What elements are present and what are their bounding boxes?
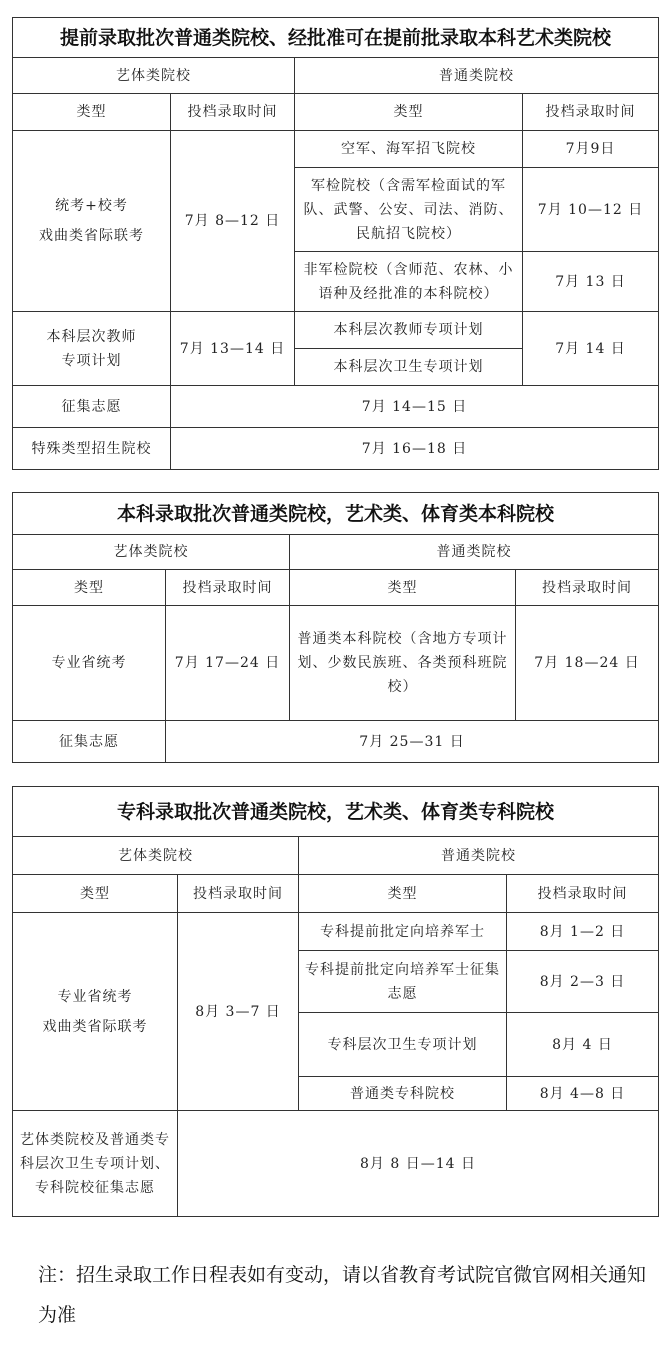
- general-type-cell: 专科层次卫生专项计划: [299, 1013, 507, 1077]
- undergrad-batch-table: [12, 492, 659, 763]
- general-time-header: 投档录取时间: [523, 94, 659, 131]
- junior-college-batch-table: [12, 786, 659, 1217]
- solicit-label: 征集志愿: [13, 721, 166, 763]
- arts-type-line: 专业省统考: [57, 988, 133, 1005]
- general-header: 普通类院校: [290, 535, 659, 570]
- arts-time-header: 投档录取时间: [166, 570, 290, 606]
- arts-type-line: 统考+校考: [55, 198, 128, 214]
- special-time: 7月 16—18 日: [171, 428, 659, 470]
- junior-college-batch-title: 专科录取批次普通类院校，艺术类、体育类专科院校: [13, 787, 659, 837]
- arts-type-cell: 专业省统考: [13, 606, 166, 721]
- general-type-header: 类型: [295, 94, 523, 131]
- general-header: 普通类院校: [299, 837, 659, 875]
- arts-type-line: 本科层次教师: [46, 328, 137, 345]
- general-type-cell: 空军、海军招飞院校: [295, 131, 523, 168]
- general-type-cell: 本科层次卫生专项计划: [295, 349, 523, 386]
- solicit-time: 8月 8 日—14 日: [178, 1111, 659, 1217]
- general-type-cell: 普通类专科院校: [299, 1077, 507, 1111]
- general-type-header: 类型: [299, 875, 507, 913]
- general-time-cell: 7月 13 日: [523, 252, 659, 312]
- undergrad-batch-title: 本科录取批次普通类院校，艺术类、体育类本科院校: [13, 493, 659, 535]
- arts-type-cell: [13, 312, 171, 386]
- solicit-label: 征集志愿: [13, 386, 171, 428]
- solicit-time: 7月 14—15 日: [171, 386, 659, 428]
- general-type-cell: 军检院校（含需军检面试的军队、武警、公安、司法、消防、民航招飞院校）: [295, 168, 523, 252]
- solicit-time: 7月 25—31 日: [166, 721, 659, 763]
- arts-time-header: 投档录取时间: [178, 875, 299, 913]
- arts-time-cell: 7月 8—12 日: [171, 131, 295, 312]
- general-time-cell: 7月 14 日: [523, 312, 659, 386]
- early-batch-title: 提前录取批次普通类院校、经批准可在提前批录取本科艺术类院校: [13, 18, 659, 58]
- arts-time-cell: 7月 13—14 日: [171, 312, 295, 386]
- footnote: 注：招生录取工作日程表如有变动，请以省教育考试院官微官网相关通知为准: [38, 1264, 647, 1326]
- general-type-header: 类型: [290, 570, 516, 606]
- general-time-header: 投档录取时间: [507, 875, 659, 913]
- solicit-label: 艺体类院校及普通类专科层次卫生专项计划、专科院校征集志愿: [13, 1111, 178, 1217]
- special-label: 特殊类型招生院校: [13, 428, 171, 470]
- arts-header: 艺体类院校: [13, 58, 295, 94]
- general-time-cell: 8月 1—2 日: [507, 913, 659, 951]
- arts-time-cell: 8月 3—7 日: [178, 913, 299, 1111]
- arts-type-header: 类型: [13, 94, 171, 131]
- general-type-cell: 本科层次教师专项计划: [295, 312, 523, 349]
- arts-header: 艺体类院校: [13, 837, 299, 875]
- general-type-cell: 专科提前批定向培养军士: [299, 913, 507, 951]
- arts-time-header: 投档录取时间: [171, 94, 295, 131]
- arts-header: 艺体类院校: [13, 535, 290, 570]
- arts-type-cell: [13, 131, 171, 312]
- arts-type-line: 专项计划: [61, 352, 122, 369]
- general-time-cell: 7月9日: [523, 131, 659, 168]
- general-time-cell: 8月 4 日: [507, 1013, 659, 1077]
- arts-type-line: 戏曲类省际联考: [39, 228, 144, 244]
- general-time-cell: 8月 4—8 日: [507, 1077, 659, 1111]
- arts-time-cell: 7月 17—24 日: [166, 606, 290, 721]
- arts-type-header: 类型: [13, 875, 178, 913]
- early-batch-table: [12, 17, 659, 470]
- arts-type-header: 类型: [13, 570, 166, 606]
- general-time-cell: 8月 2—3 日: [507, 951, 659, 1013]
- arts-type-line: 戏曲类省际联考: [42, 1018, 148, 1035]
- general-type-cell: 普通类本科院校（含地方专项计划、少数民族班、各类预科班院校）: [290, 606, 516, 721]
- general-type-cell: 非军检院校（含师范、农林、小语种及经批准的本科院校）: [295, 252, 523, 312]
- general-time-cell: 7月 18—24 日: [516, 606, 659, 721]
- general-time-cell: 7月 10—12 日: [523, 168, 659, 252]
- arts-type-cell: [13, 913, 178, 1111]
- general-header: 普通类院校: [295, 58, 659, 94]
- general-type-cell: 专科提前批定向培养军士征集志愿: [299, 951, 507, 1013]
- general-time-header: 投档录取时间: [516, 570, 659, 606]
